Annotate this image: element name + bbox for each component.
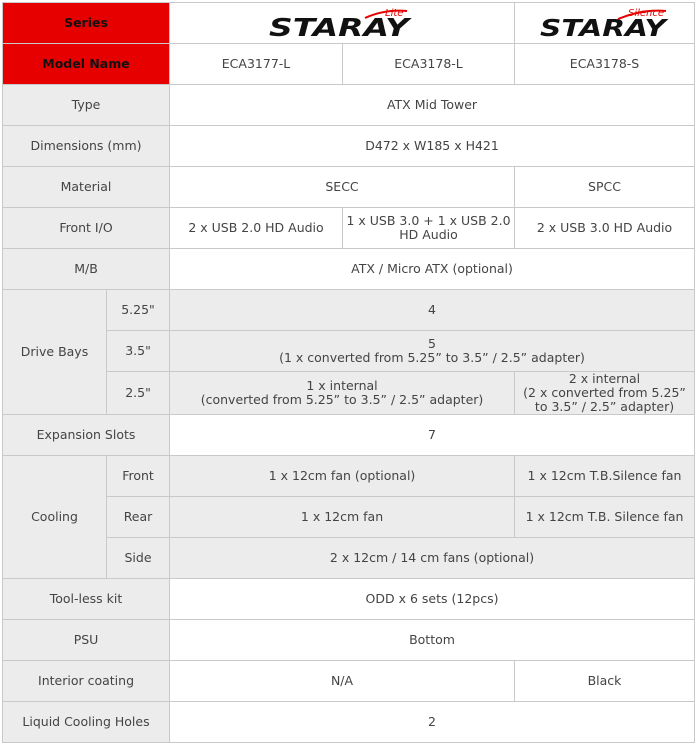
cooling-front-value-silence: 1 x 12cm T.B.Silence fan bbox=[515, 456, 695, 497]
spec-table bbox=[2, 2, 695, 743]
expansion-row bbox=[3, 415, 695, 456]
bay-25-value-lite bbox=[170, 372, 515, 415]
interior-value-silence: Black bbox=[515, 661, 695, 702]
staray-lite-logo bbox=[170, 3, 515, 44]
material-value-lite: SECC bbox=[170, 167, 515, 208]
drive-bay-35-row bbox=[3, 331, 695, 372]
cooling-side-row bbox=[3, 538, 695, 579]
svg-text:STARAY: STARAY bbox=[269, 12, 413, 39]
dimensions-value: D472 x W185 x H421 bbox=[170, 126, 695, 167]
dimensions-row bbox=[3, 126, 695, 167]
expansion-label: Expansion Slots bbox=[3, 415, 170, 456]
material-label: Material bbox=[3, 167, 170, 208]
bay-25-value-silence bbox=[515, 372, 695, 415]
model-eca3177-l: ECA3177-L bbox=[170, 44, 343, 85]
series-row bbox=[3, 3, 695, 44]
bay-25-label: 2.5" bbox=[107, 372, 170, 415]
cooling-side-value: 2 x 12cm / 14 cm fans (optional) bbox=[170, 538, 695, 579]
model-eca3178-l: ECA3178-L bbox=[343, 44, 515, 85]
material-value-silence: SPCC bbox=[515, 167, 695, 208]
cooling-rear-label: Rear bbox=[107, 497, 170, 538]
svg-text:Lite: Lite bbox=[385, 7, 404, 19]
drive-bays-label: Drive Bays bbox=[3, 290, 107, 415]
cooling-front-row bbox=[3, 456, 695, 497]
type-label: Type bbox=[3, 85, 170, 126]
type-value: ATX Mid Tower bbox=[170, 85, 695, 126]
cooling-rear-row bbox=[3, 497, 695, 538]
svg-text:Silence: Silence bbox=[627, 7, 664, 19]
drive-bay-525-row bbox=[3, 290, 695, 331]
liquid-label: Liquid Cooling Holes bbox=[3, 702, 170, 743]
bay-25-silence-note: (2 x converted from 5.25” to 3.5” / 2.5” adapter) bbox=[523, 385, 686, 414]
mb-row bbox=[3, 249, 695, 290]
cooling-label: Cooling bbox=[3, 456, 107, 579]
bay-35-label: 3.5" bbox=[107, 331, 170, 372]
bay-525-value: 4 bbox=[170, 290, 695, 331]
bay-35-note: (1 x converted from 5.25” to 3.5” / 2.5” adapter) bbox=[279, 350, 585, 365]
drive-bay-25-row bbox=[3, 372, 695, 415]
liquid-value: 2 bbox=[170, 702, 695, 743]
cooling-side-label: Side bbox=[107, 538, 170, 579]
liquid-row bbox=[3, 702, 695, 743]
interior-row bbox=[3, 661, 695, 702]
mb-label: M/B bbox=[3, 249, 170, 290]
front-io-value-3: 2 x USB 3.0 HD Audio bbox=[515, 208, 695, 249]
psu-value: Bottom bbox=[170, 620, 695, 661]
bay-525-label: 5.25" bbox=[107, 290, 170, 331]
mb-value: ATX / Micro ATX (optional) bbox=[170, 249, 695, 290]
front-io-row bbox=[3, 208, 695, 249]
type-row bbox=[3, 85, 695, 126]
front-io-value-2: 1 x USB 3.0 + 1 x USB 2.0 HD Audio bbox=[343, 208, 515, 249]
toolless-row bbox=[3, 579, 695, 620]
toolless-label: Tool-less kit bbox=[3, 579, 170, 620]
front-io-value-1: 2 x USB 2.0 HD Audio bbox=[170, 208, 343, 249]
staray-silence-logo bbox=[515, 3, 695, 44]
model-eca3178-s: ECA3178-S bbox=[515, 44, 695, 85]
bay-35-value bbox=[170, 331, 695, 372]
interior-value-lite: N/A bbox=[170, 661, 515, 702]
cooling-front-label: Front bbox=[107, 456, 170, 497]
interior-label: Interior coating bbox=[3, 661, 170, 702]
bay-25-silence-count: 2 x internal bbox=[568, 371, 641, 386]
bay-35-count: 5 bbox=[428, 336, 436, 351]
series-label: Series bbox=[3, 3, 170, 44]
material-row bbox=[3, 167, 695, 208]
dimensions-label: Dimensions (mm) bbox=[3, 126, 170, 167]
bay-25-lite-note: (converted from 5.25” to 3.5” / 2.5” adapter) bbox=[200, 392, 484, 407]
model-row bbox=[3, 44, 695, 85]
toolless-value: ODD x 6 sets (12pcs) bbox=[170, 579, 695, 620]
cooling-rear-value-silence: 1 x 12cm T.B. Silence fan bbox=[515, 497, 695, 538]
front-io-label: Front I/O bbox=[3, 208, 170, 249]
cooling-rear-value-lite: 1 x 12cm fan bbox=[170, 497, 515, 538]
model-label: Model Name bbox=[3, 44, 170, 85]
svg-text:STARAY: STARAY bbox=[539, 15, 669, 39]
expansion-value: 7 bbox=[170, 415, 695, 456]
bay-25-lite-count: 1 x internal bbox=[306, 378, 378, 393]
psu-label: PSU bbox=[3, 620, 170, 661]
psu-row bbox=[3, 620, 695, 661]
cooling-front-value-lite: 1 x 12cm fan (optional) bbox=[170, 456, 515, 497]
